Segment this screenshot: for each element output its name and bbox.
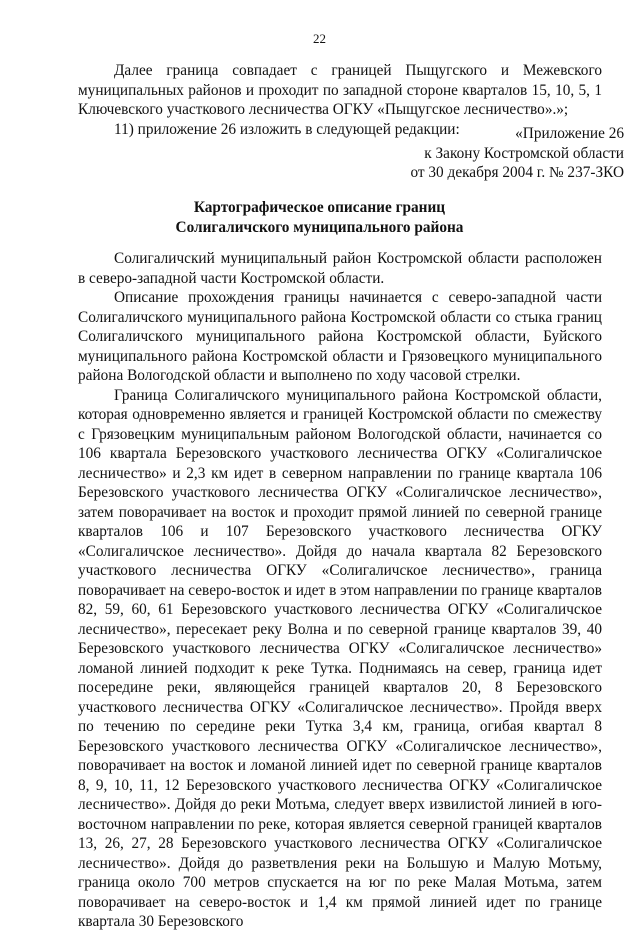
title-line-1: Картографическое описание границ: [193, 199, 446, 216]
appendix-line-2: к Закону Костромской области: [424, 144, 624, 162]
location-paragraph: Солигаличский муниципальный район Костромской области расположен в северо-западной части Костромской области.: [78, 250, 602, 287]
appendix-line-3: от 30 декабря 2004 г. № 237-ЗКО: [410, 164, 624, 181]
appendix-line-1: «Приложение 26: [515, 125, 624, 142]
description-start-paragraph: Описание прохождения границы начинается с северо-западной части Солигаличского муниципального района Костромской области со стыка границ Солигаличского муниципального района Костромской области, Буйского муниципального района Костромской области и Грязовецкого муниципального района Вологодской области и выполнено по ходу часовой стрелки.: [78, 289, 602, 384]
intro-paragraph: Далее граница совпадает с границей Пыщугского и Межевского муниципальных районов и проходит по западной стороне кварталов 15, 10, 5, 1 Ключевского участкового лесничества ОГКУ «Пыщугское лесничество».»;: [78, 62, 602, 118]
border-route-paragraph: Граница Солигаличского муниципального района Костромской области, которая одновременно является и границей Костромской области по смежеству с Грязовецким муниципальным районом Вологодской области, начинается со 106 квартала Березовского участкового лесничества ОГКУ «Солигаличское лесничество» и 2,3 км идет в северном направлении по границе квартала 106 Березовского участкового лесничества ОГКУ «Солигаличское лесничество», затем поворачивает на восток и проходит прямой линией по северной границе кварталов 106 и 107 Березовского участкового лесничества ОГКУ «Солигаличское лесничество». Дойдя до начала квартала 82 Березовского участкового лесничества ОГКУ «Солигаличское лесничество», граница поворачивает на северо-восток и идет в этом направлении по границе кварталов 82, 59, 60, 61 Березовского участкового лесничества ОГКУ «Солигаличское лесничество», пересекает реку Волна и по северной границе кварталов 39, 40 Березовского участкового лесничества ОГКУ «Солигаличское лесничество» ломаной линией подходит к реке Тутка. Поднимаясь на север, граница идет посередине реки, являющейся границей кварталов 20, 8 Березовского участкового лесничества ОГКУ «Солигаличское лесничество». Пройдя вверх по течению по середине реки Тутка 3,4 км, граница, огибая квартал 8 Березовского участкового лесничества ОГКУ «Солигаличское лесничество», поворачивает на восток и ломаной линией идет по северной границе кварталов 8, 9, 10, 11, 12 Березовского участкового лесничества ОГКУ «Солигаличское лесничество». Дойдя до реки Мотьма, следует вверх извилистой линией в юго-восточном направлении по реке, которая является северной границей кварталов 13, 26, 27, 28 Березовского участкового лесничества ОГКУ «Солигаличское лесничество». Дойдя до разветвления реки на Большую и Малую Мотьму, граница около 700 метров спускается на юг по реке Малая Мотьма, затем поворачивает на северо-восток и 1,4 км прямой линией идет по границе квартала 30 Березовского: [78, 386, 602, 930]
item-11-paragraph: 11) приложение 26 изложить в следующей редакции:: [114, 120, 460, 138]
title-line-2: Солигаличского муниципального района: [175, 218, 464, 236]
appendix-header: [410, 124, 624, 183]
main-text: [78, 249, 602, 932]
document-title: [0, 198, 639, 237]
page-number: 22: [313, 31, 326, 46]
